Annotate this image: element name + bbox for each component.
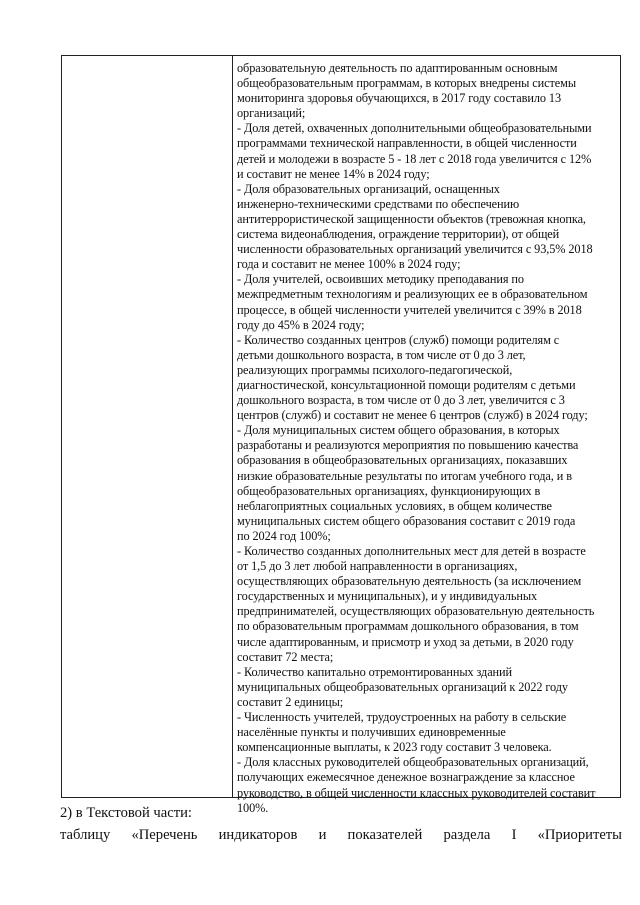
table-text-line: населённые пункты и получивших единовременные [237, 725, 506, 740]
table-text-line: программами технической направленности, в общей численности [237, 136, 577, 151]
text-part-word: I [511, 827, 517, 843]
table-text-line: - Количество созданных центров (служб) помощи родителям с [237, 332, 560, 347]
table-text-line: дошкольного возраста, в том числе от 0 до 3 лет, увеличится с 3 [237, 393, 565, 408]
text-part-word: раздела [443, 827, 491, 843]
table-left-cell [62, 56, 233, 797]
table-text-line: государственных и муниципальных), и у индивидуальных [237, 589, 538, 604]
table-text-line: образования в общеобразовательных организациях, показавших [237, 453, 568, 468]
text-part-word: таблицу [60, 827, 111, 843]
table-text-line: процессе, в общей численности учителей увеличится с 39% в 2018 [237, 302, 582, 317]
table-text-line: 100%. [237, 800, 269, 815]
table-text-line: - Численность учителей, трудоустроенных на работу в сельские [237, 710, 567, 725]
table-text-line: компенсационные выплаты, к 2023 году составит 3 человека. [237, 740, 552, 755]
table-text-line: предпринимателей, осуществляющих образовательную деятельность [237, 604, 595, 619]
table-text-line: антитеррористической защищенности объектов (тревожная кнопка, [237, 211, 586, 226]
table-text-line: реализующих программы психолого-педагогической, [237, 362, 513, 377]
text-part-word: показателей [347, 827, 423, 843]
table-text-line: - Доля муниципальных систем общего образования, в которых [237, 423, 560, 438]
table-text-line: составит 72 места; [237, 649, 334, 664]
table-text-line: составит 2 единицы; [237, 694, 344, 709]
table-text-line: межпредметным технологиям и реализующих ее в образовательном [237, 287, 588, 302]
table-text-line: - Доля образовательных организаций, оснащенных [237, 181, 500, 196]
table-text-line: центров (служб) и составит не менее 6 центров (служб) в 2024 году; [237, 408, 588, 423]
table-text-line: по образовательным программам дошкольного образования, в том [237, 619, 579, 634]
table-text-line: года и составит не менее 100% в 2024 году; [237, 257, 461, 272]
table-text-line: осуществляющих образовательную деятельность (за исключением [237, 574, 582, 589]
table-text-line: детей и молодежи в возрасте 5 - 18 лет с 2018 года увеличится с 12% [237, 151, 592, 166]
table-text-line: инженерно-техническими средствами по обеспечению [237, 196, 520, 211]
table-text-line: образовательную деятельность по адаптированным основным [237, 61, 558, 75]
text-part-word: индикаторов [218, 827, 298, 843]
table-text-line: муниципальных общеобразовательных организаций к 2022 году [237, 679, 568, 694]
table-text-line: муниципальных систем общего образования составит с 2019 года [237, 513, 576, 528]
table-text-line: мониторинга здоровья обучающихся, в 2017 году составило 13 [237, 91, 561, 106]
table-text-line: диагностической, консультационной помощи родителям с детьми [237, 377, 576, 392]
text-part-word: «Приоритеты [537, 827, 622, 843]
table-text-line: неблагоприятных социальных условиях, в общем количестве [237, 498, 552, 513]
table-text-line: по 2024 год 100%; [237, 528, 331, 543]
table-text-line: получающих ежемесячное денежное вознаграждение за классное [237, 770, 575, 785]
table-text-line: организаций; [237, 106, 306, 121]
table-text-line: - Доля классных руководителей общеобразовательных организаций, [237, 755, 589, 770]
text-part-word: «Перечень [131, 827, 198, 843]
table-text-line: - Количество капитально отремонтированных зданий [237, 664, 512, 679]
table-text-line: низкие образовательные результаты по итогам учебного года, и в [237, 468, 572, 483]
table-text-line: - Доля учителей, освоивших методику преподавания по [237, 272, 524, 287]
table-text-line: - Количество созданных дополнительных мест для детей в возрасте [237, 544, 586, 558]
text-part-word: и [318, 827, 327, 843]
text-part-paragraph [60, 826, 622, 845]
table-text-line: общеобразовательным программам, в которых внедрены системы [237, 76, 576, 91]
table-text-line: от 1,5 до 3 лет любой направленности в организациях, [237, 559, 518, 574]
table-text-line: и составит не менее 14% в 2024 году; [237, 166, 430, 181]
table-text-line: общеобразовательных организациях, функционирующих в [237, 483, 541, 498]
table-text-line: численности образовательных организаций увеличится с 93,5% 2018 [237, 242, 593, 257]
table-text-line: разработаны и реализуются мероприятия по повышению качества [237, 438, 579, 453]
table-text-line: числе адаптированным, и присмотр и уход за детьми, в 2020 году [237, 634, 574, 649]
table-right-cell [233, 56, 620, 815]
table-text-line: - Доля детей, охваченных дополнительными общеобразовательными [237, 121, 592, 136]
table-text-line: руководство, в общей численности классных руководителей составит [237, 785, 596, 800]
text-part-heading: 2) в Текстовой части: [60, 805, 192, 821]
table-text-line: детьми дошкольного возраста, в том числе от 0 до 3 лет, [237, 347, 526, 362]
table-text-line: году до 45% в 2024 году; [237, 317, 365, 332]
table-text-line: система видеонаблюдения, ограждение территории), от общей [237, 227, 560, 242]
